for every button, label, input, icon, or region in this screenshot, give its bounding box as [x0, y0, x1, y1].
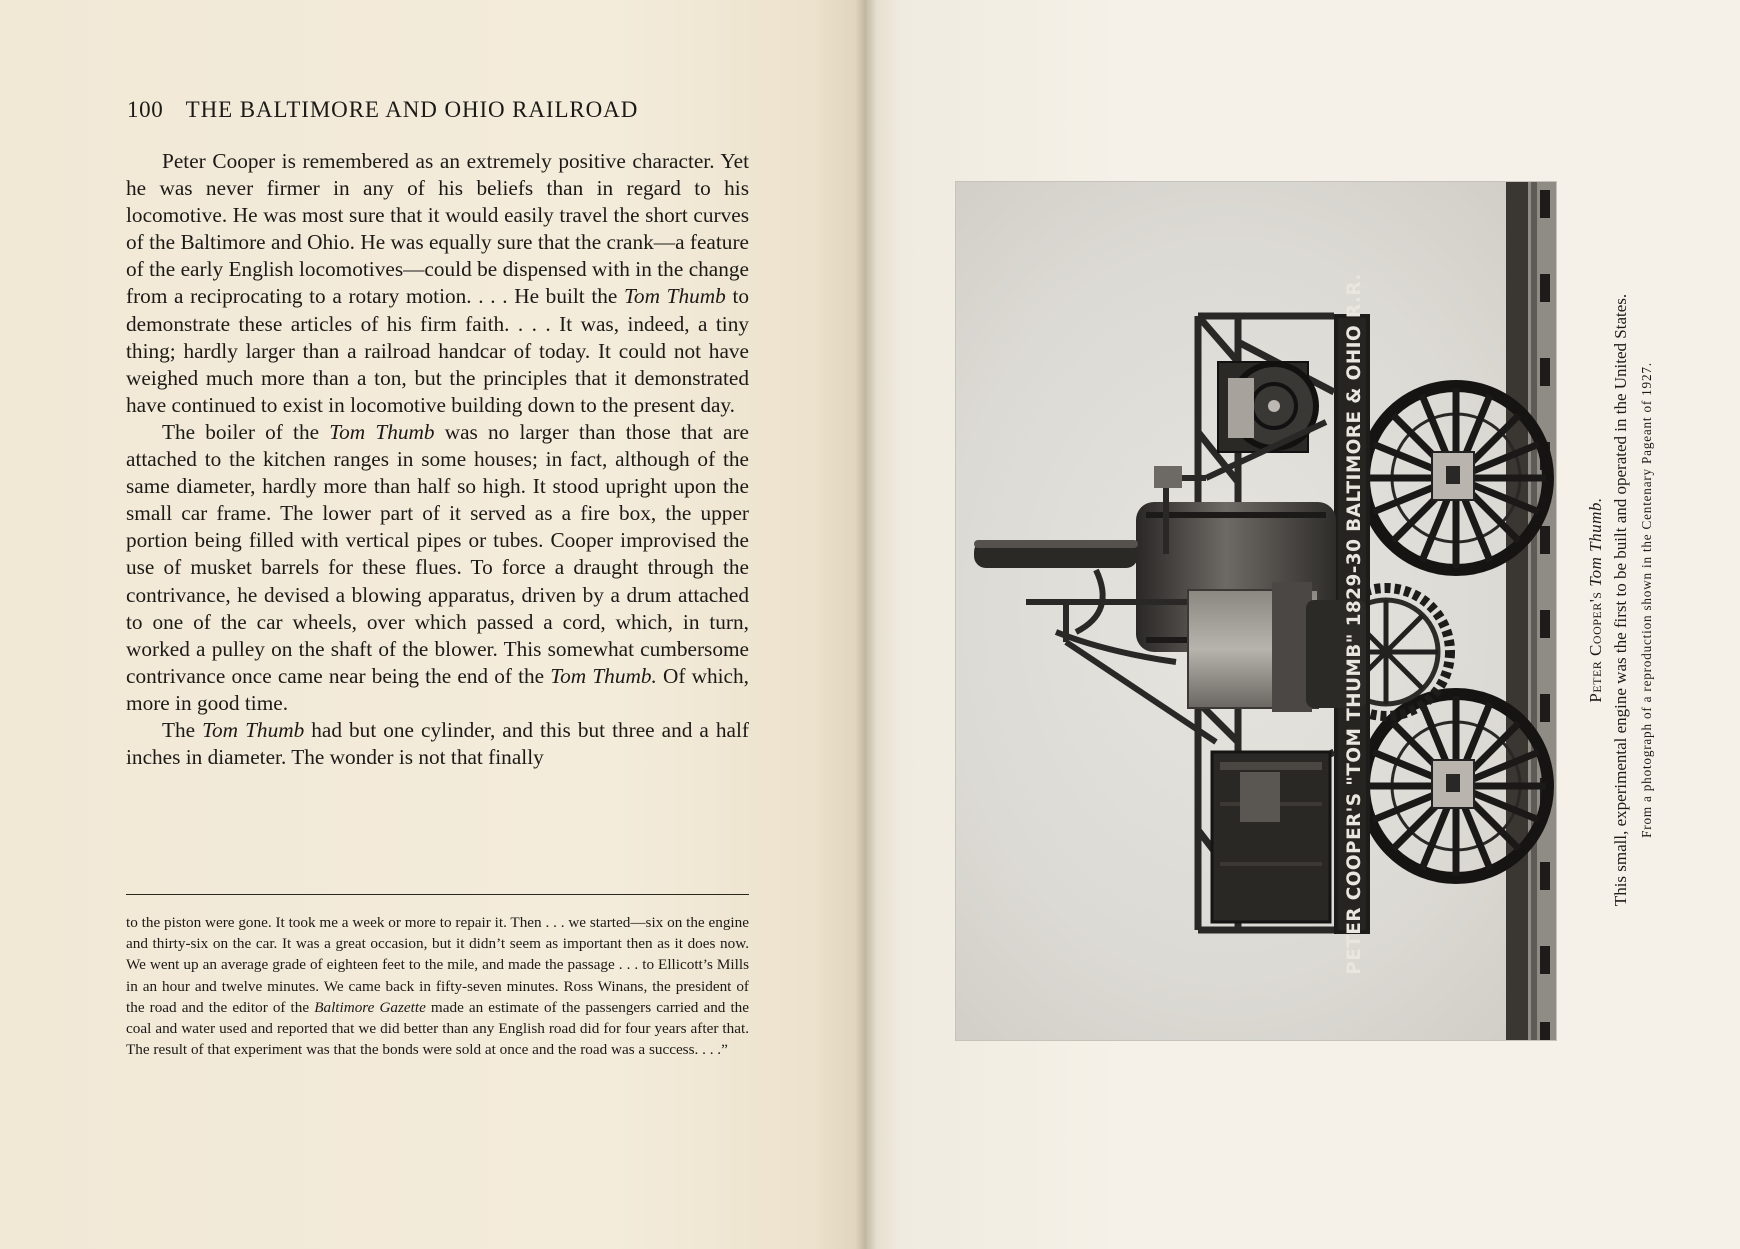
paragraph-1-text-b: to demonstrate these articles of his firm faith. . . . It was, indeed, a tiny thing; hardly larger than a railroad handcar of today. It could not have weighed much more than a ton, but the principles that it demonstrated have continued to exist in locomotive building down to the present day. — [126, 284, 750, 417]
valve-fitting — [1154, 466, 1182, 488]
water-tank — [1212, 752, 1330, 922]
paragraph-2-text-c: Of which, more in good time. — [126, 663, 749, 715]
page-number: 100 — [127, 97, 164, 122]
paragraph-1 — [126, 148, 749, 419]
engine-lettering: PETER COOPER'S "TOM THUMB" 1829-30 BALTIMORE & OHIO R.R. — [1344, 273, 1365, 975]
footnote-text-a: to the piston were gone. It took me a week or more to repair it. Then . . . we started—six on the engine and thirty-six on the car. It was a great occasion, but it didn’t seem as important then as it does now. We went up an average grade of eighteen feet to the mile, and made the passage . . . to Ellicott’s Mills in an hour and twelve minutes. We came back in fifty-seven minutes. Ross Winans, the president of the road and the editor of the — [126, 914, 749, 1016]
footnote-italic-newspaper: Baltimore Gazette — [314, 998, 426, 1016]
paragraph-2-text-a: The boiler of the — [162, 419, 330, 444]
footnote-text-b: made an estimate of the passengers carried and the coal and water used and reported that we did better than any English road did for four years after that. The result of that experiment was that the bonds were sold at once and the road was a success. . . .” — [126, 998, 750, 1059]
paragraph-3-text-b: had but one cylinder, and this but three and a half inches in diameter. The wonder is not that finally — [126, 717, 750, 770]
footnote-rule — [126, 894, 749, 895]
paragraph-3 — [126, 717, 749, 771]
front-wheel — [1364, 386, 1548, 570]
paragraph-3-italic-title: Tom Thumb — [202, 717, 305, 742]
paragraph-2-text-b: was no larger than those that are attached to the kitchen ranges in some houses; in fact, although of the same diameter, hardly more than half so high. It stood upright upon the small car frame. The lower part of it served as a fire box, the upper portion being filled with vertical pipes or tubes. Cooper improvised the use of musket barrels for these flues. To force a draught through the contrivance, he devised a blowing apparatus, driven by a drum attached to one of the car wheels, over which passed a cord, which, in turn, worked a pulley on the shaft of the blower. This somewhat cumbersome contrivance once came near being the end of the — [126, 419, 749, 688]
running-head — [127, 97, 747, 127]
plate-caption-area — [1586, 240, 1654, 960]
caption-title-italic: Tom Thumb. — [1586, 497, 1605, 587]
paragraph-2-italic-title-a: Tom Thumb — [329, 419, 435, 444]
paragraph-1-text-a: Peter Cooper is remembered as an extremely positive character. Yet he was never firmer in any of his beliefs than in regard to his locomotive. He was most sure that it would easily travel the short curves of the Baltimore and Ohio. He was equally sure that the crank—a feature of the early English locomotives—could be dispensed with in the change from a reciprocating to a rotary motion. . . . He built the — [126, 149, 749, 309]
steam-cylinder — [1188, 582, 1366, 712]
caption-title-smallcaps: Peter Cooper's — [1586, 591, 1605, 703]
rear-wheel — [1364, 694, 1548, 878]
caption-source: From a photograph of a reproduction shown in the Centenary Pageant of 1927. — [1639, 362, 1654, 838]
paragraph-1-italic-title: Tom Thumb — [624, 284, 726, 309]
paragraph-2 — [126, 419, 749, 717]
rail-track — [1506, 182, 1556, 1040]
footnote — [126, 912, 749, 1060]
book-gutter — [855, 0, 877, 1249]
paragraph-3-text-a: The — [162, 717, 203, 742]
left-page — [0, 0, 866, 1249]
paragraph-2-italic-title-b: Tom Thumb. — [550, 663, 657, 688]
caption-description: This small, experimental engine was the first to be built and operated in the United States. — [1611, 293, 1630, 907]
tom-thumb-locomotive-illustration — [956, 182, 1556, 1040]
plate-caption — [1584, 240, 1660, 960]
body-text — [126, 148, 749, 771]
blower-pulley — [1218, 362, 1316, 452]
running-head-title: THE BALTIMORE AND OHIO RAILROAD — [185, 97, 639, 122]
caption-title — [1584, 240, 1608, 960]
locomotive-photo-plate — [956, 182, 1556, 1040]
footnote-paragraph — [126, 912, 749, 1060]
